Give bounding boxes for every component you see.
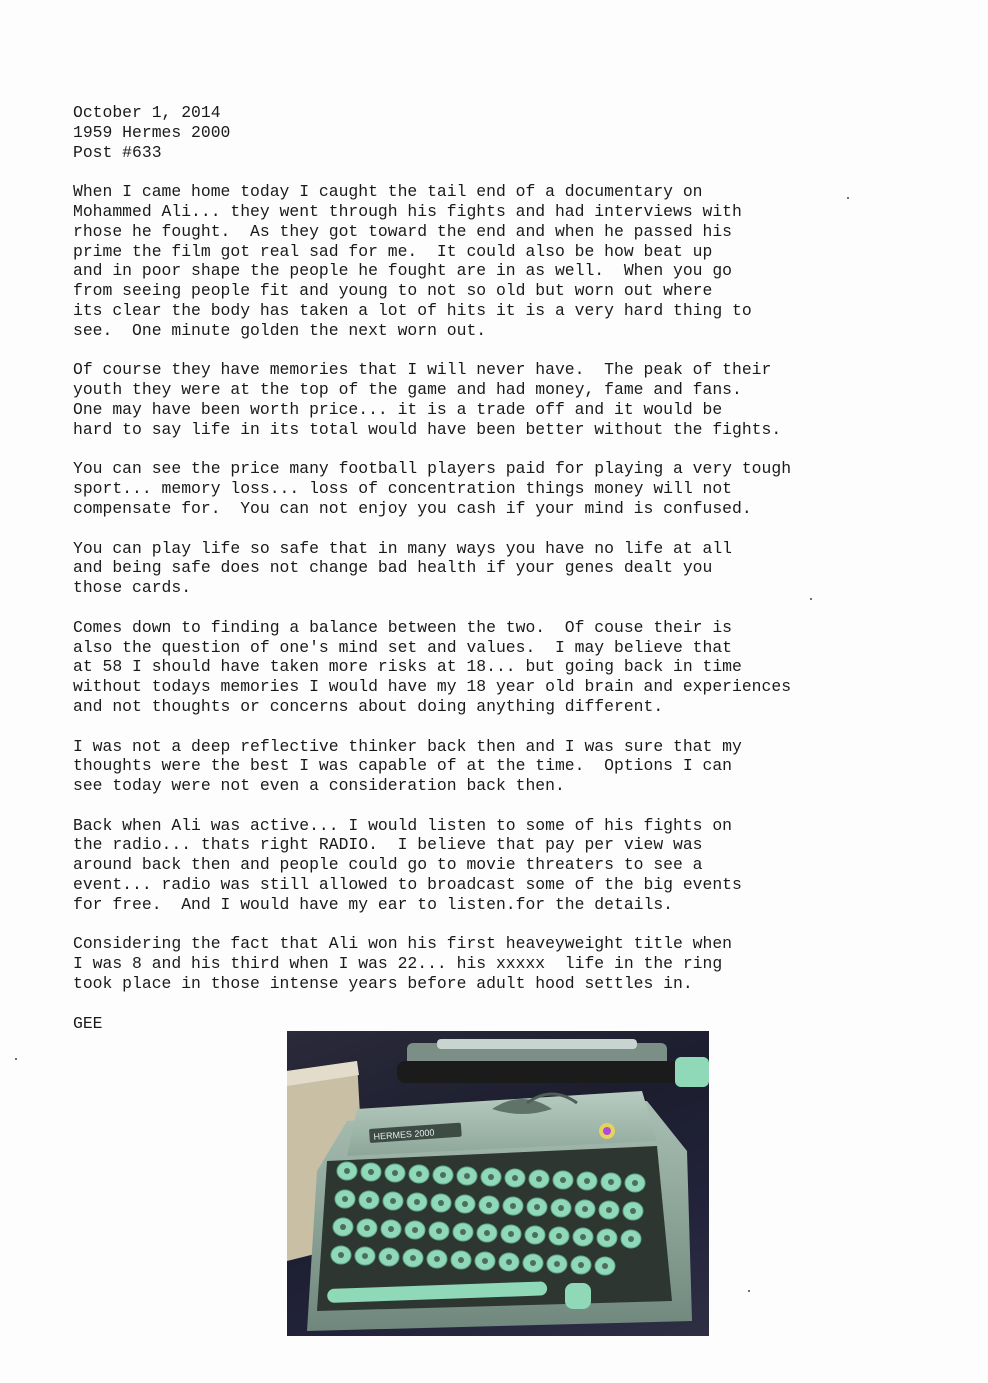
text-line: from seeing people fit and young to not so old but worn out where bbox=[73, 281, 713, 301]
key-legend-mark bbox=[436, 1228, 442, 1234]
text-line: and not thoughts or concerns about doing anything different. bbox=[73, 696, 664, 716]
key-legend-mark bbox=[602, 1263, 608, 1269]
key-legend-mark bbox=[632, 1180, 638, 1186]
key-legend-mark bbox=[338, 1252, 344, 1258]
key-legend-mark bbox=[560, 1177, 566, 1183]
key-legend-mark bbox=[368, 1169, 374, 1175]
text-line: thoughts were the best I was capable of at the time. Options I can bbox=[73, 756, 733, 776]
text-line: Considering the fact that Ali won his first heaveyweight title when bbox=[73, 934, 733, 954]
key-legend-mark bbox=[414, 1199, 420, 1205]
text-line: sport... memory loss... loss of concentration things money will not bbox=[73, 479, 733, 499]
key-legend-mark bbox=[416, 1171, 422, 1177]
key-legend-mark bbox=[532, 1232, 538, 1238]
key-legend-mark bbox=[344, 1168, 350, 1174]
key-legend-mark bbox=[392, 1170, 398, 1176]
paragraph bbox=[73, 618, 973, 717]
text-line: I was not a deep reflective thinker back then and I was sure that my bbox=[73, 736, 742, 756]
platen-knob bbox=[675, 1057, 709, 1087]
key-legend-mark bbox=[584, 1178, 590, 1184]
key-legend-mark bbox=[342, 1196, 348, 1202]
text-line: without todays memories I would have my 18 year old brain and experiences bbox=[73, 677, 792, 697]
text-line: You can play life so safe that in many ways you have no life at all bbox=[73, 538, 733, 558]
text-line: One may have been worth price... it is a trade off and it would be bbox=[73, 399, 723, 419]
paper-speck bbox=[847, 197, 849, 199]
typewriter-illustration bbox=[287, 1031, 709, 1336]
typed-text bbox=[73, 103, 973, 1033]
key-legend-mark bbox=[606, 1207, 612, 1213]
text-line: also the question of one's mind set and values. I may believe that bbox=[73, 637, 733, 657]
key-legend-mark bbox=[484, 1230, 490, 1236]
key-legend-mark bbox=[412, 1227, 418, 1233]
paragraph bbox=[73, 182, 973, 340]
paragraph bbox=[73, 816, 973, 915]
letter-body bbox=[73, 182, 973, 994]
text-line: the radio... thats right RADIO. I believe that pay per view was bbox=[73, 835, 703, 855]
return-key bbox=[565, 1283, 591, 1309]
key-legend-mark bbox=[440, 1172, 446, 1178]
key-legend-mark bbox=[388, 1226, 394, 1232]
key-legend-mark bbox=[508, 1231, 514, 1237]
key-legend-mark bbox=[458, 1257, 464, 1263]
platen-roller bbox=[397, 1061, 682, 1083]
key-legend-mark bbox=[386, 1254, 392, 1260]
key-legend-mark bbox=[464, 1173, 470, 1179]
key-legend-mark bbox=[556, 1233, 562, 1239]
paragraph bbox=[73, 737, 973, 796]
text-line: those cards. bbox=[73, 578, 192, 598]
key-legend-mark bbox=[582, 1206, 588, 1212]
post-number: Post #633 bbox=[73, 142, 162, 162]
text-line: took place in those intense years before adult hood settles in. bbox=[73, 974, 693, 994]
text-line: at 58 I should have taken more risks at 18... but going back in time bbox=[73, 657, 742, 677]
text-line: compensate for. You can not enjoy you cash if your mind is confused. bbox=[73, 498, 752, 518]
key-legend-mark bbox=[362, 1253, 368, 1259]
key-legend-mark bbox=[510, 1203, 516, 1209]
key-legend-mark bbox=[608, 1179, 614, 1185]
text-line: Back when Ali was active... I would listen to some of his fights on bbox=[73, 815, 733, 835]
key-legend-mark bbox=[604, 1235, 610, 1241]
paper-speck bbox=[15, 1058, 17, 1060]
key-legend-mark bbox=[580, 1234, 586, 1240]
text-line: see. One minute golden the next worn out. bbox=[73, 320, 487, 340]
key-legend-mark bbox=[482, 1258, 488, 1264]
key-legend-mark bbox=[340, 1224, 346, 1230]
key-legend-mark bbox=[530, 1260, 536, 1266]
key-legend-mark bbox=[366, 1197, 372, 1203]
text-line: and in poor shape the people he fought are in as well. When you go bbox=[73, 261, 733, 281]
text-line: prime the film got real sad for me. It could also be how beat up bbox=[73, 241, 713, 261]
text-line: its clear the body has taken a lot of hits it is a very hard thing to bbox=[73, 300, 752, 320]
paragraph bbox=[73, 539, 973, 598]
text-line: Of course they have memories that I will never have. The peak of their bbox=[73, 360, 772, 380]
text-line: youth they were at the top of the game and had money, fame and fans. bbox=[73, 380, 742, 400]
key-legend-mark bbox=[630, 1208, 636, 1214]
key-legend-mark bbox=[578, 1262, 584, 1268]
key-legend-mark bbox=[410, 1255, 416, 1261]
key-legend-mark bbox=[558, 1205, 564, 1211]
signature: GEE bbox=[73, 1013, 103, 1033]
paragraph bbox=[73, 360, 973, 439]
text-line: for free. And I would have my ear to listen.for the details. bbox=[73, 894, 673, 914]
text-line: see today were not even a consideration back then. bbox=[73, 776, 565, 796]
key-legend-mark bbox=[486, 1202, 492, 1208]
key-legend-mark bbox=[512, 1175, 518, 1181]
text-line: Comes down to finding a balance between the two. Of couse their is bbox=[73, 617, 733, 637]
text-line: You can see the price many football players paid for playing a very tough bbox=[73, 459, 792, 479]
key-legend-mark bbox=[628, 1236, 634, 1242]
letter-header bbox=[73, 103, 973, 162]
brand-badge-text: HERMES 2000 bbox=[373, 1127, 435, 1142]
key-legend-mark bbox=[534, 1204, 540, 1210]
key-legend-mark bbox=[554, 1261, 560, 1267]
key-legend-mark bbox=[438, 1200, 444, 1206]
key-legend-mark bbox=[506, 1259, 512, 1265]
letter-date: October 1, 2014 bbox=[73, 103, 221, 122]
paragraph bbox=[73, 459, 973, 518]
key-legend-mark bbox=[364, 1225, 370, 1231]
key-legend-mark bbox=[434, 1256, 440, 1262]
paper-speck bbox=[810, 598, 812, 600]
text-line: Mohammed Ali... they went through his fights and had interviews with bbox=[73, 201, 742, 221]
text-line: I was 8 and his third when I was 22... his xxxxx life in the ring bbox=[73, 954, 723, 974]
key-legend-mark bbox=[460, 1229, 466, 1235]
typewriter-model: 1959 Hermes 2000 bbox=[73, 122, 231, 142]
key-legend-mark bbox=[488, 1174, 494, 1180]
text-line: When I came home today I caught the tail end of a documentary on bbox=[73, 182, 703, 202]
key-legend-mark bbox=[390, 1198, 396, 1204]
typewriter-photo bbox=[287, 1031, 709, 1336]
key-legend-mark bbox=[536, 1176, 542, 1182]
paper-speck bbox=[748, 1290, 750, 1292]
text-line: and being safe does not change bad health if your genes dealt you bbox=[73, 558, 713, 578]
text-line: hard to say life in its total would have been better without the fights. bbox=[73, 419, 782, 439]
text-line: event... radio was still allowed to broadcast some of the big events bbox=[73, 875, 742, 895]
text-line: rhose he fought. As they got toward the end and when he passed his bbox=[73, 221, 733, 241]
paragraph bbox=[73, 934, 973, 993]
key-legend-mark bbox=[462, 1201, 468, 1207]
text-line: around back then and people could go to movie threaters to see a bbox=[73, 855, 703, 875]
